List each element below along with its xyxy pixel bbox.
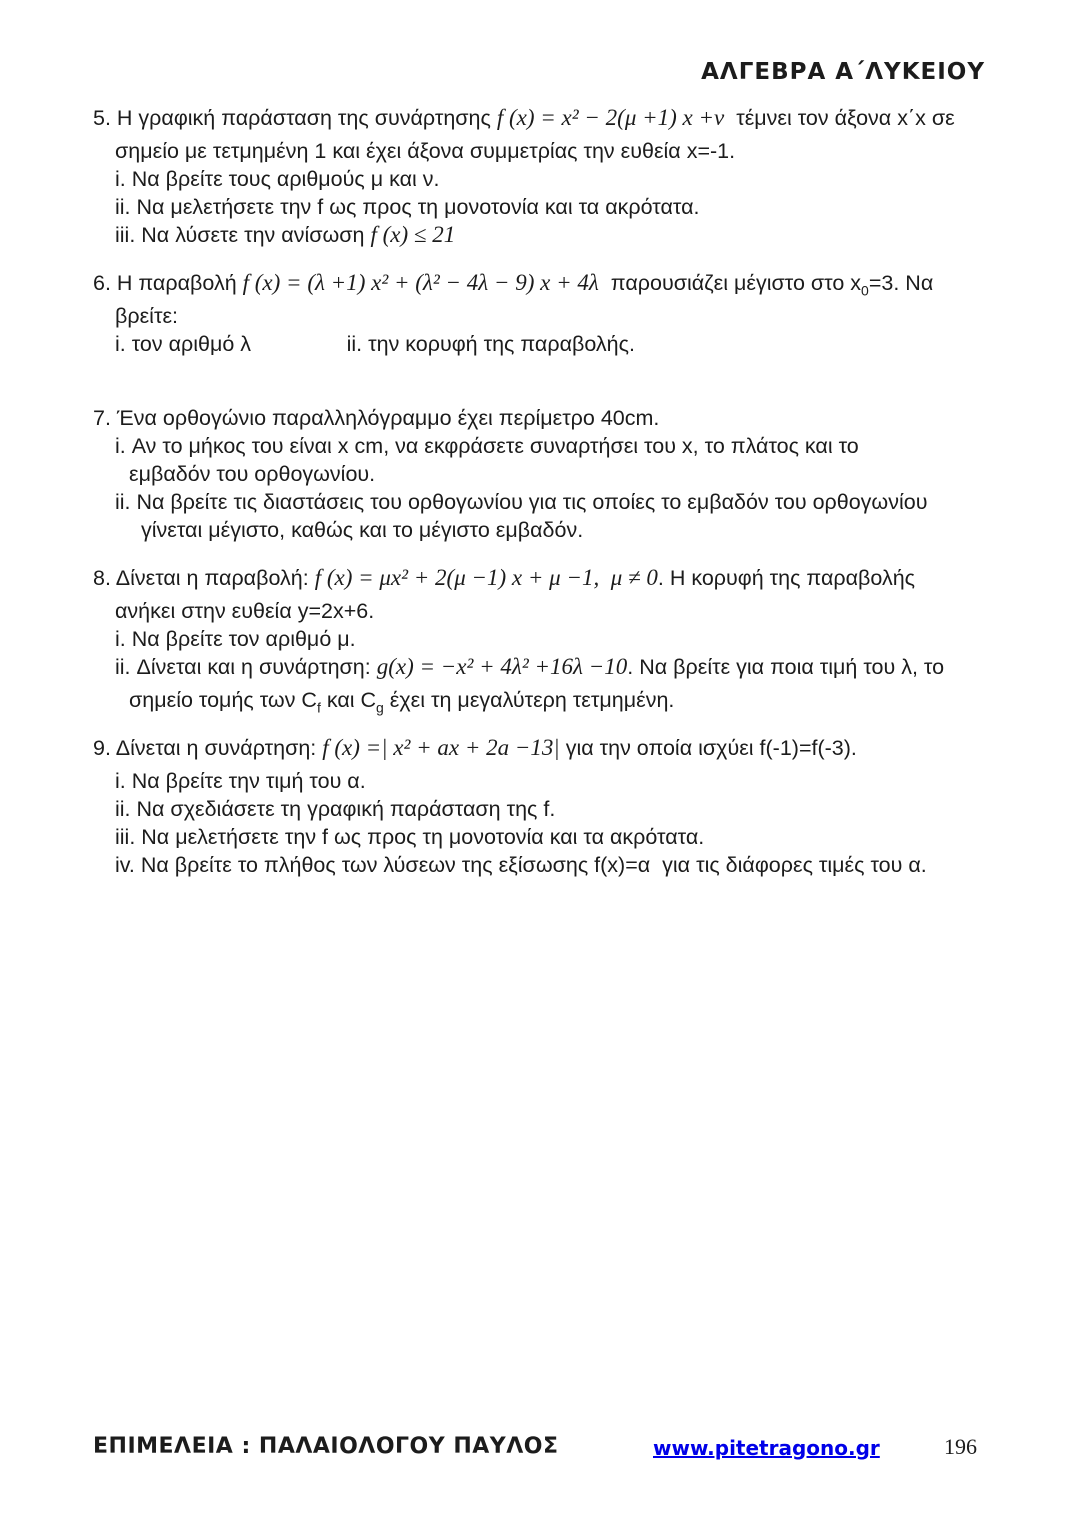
text-line	[93, 686, 985, 714]
text-line	[93, 653, 985, 681]
text-segment: γίνεται μέγιστο, καθώς και το μέγιστο εμβαδόν.	[141, 518, 584, 542]
text-segment: ανήκει στην ευθεία y=2x+6.	[115, 599, 375, 623]
text-line	[93, 767, 985, 795]
text-segment: 7. Ένα ορθογώνιο παραλληλόγραμμο έχει περίμετρο 40cm.	[93, 406, 660, 430]
text-line	[93, 823, 985, 851]
problem-9	[93, 734, 985, 879]
text-segment: iii. Να μελετήσετε την f ως προς τη μονοτονία και τα ακρότατα.	[115, 825, 705, 849]
math-expression: g(x) = −x² + 4λ² +16λ −10	[376, 654, 628, 679]
text-segment: ii. Δίνεται και η συνάρτηση:	[115, 655, 377, 679]
problem-6	[93, 269, 985, 358]
text-line	[93, 104, 985, 132]
footer-credit: ΕΠΙΜΕΛΕΙΑ : ΠΑΛΑΙΟΛΟΓΟΥ ΠΑΥΛΟΣ	[93, 1434, 559, 1459]
text-segment: παρουσιάζει μέγιστο στο x	[598, 271, 862, 295]
text-segment: 9. Δίνεται η συνάρτηση:	[93, 736, 323, 760]
text-segment: iii. Να λύσετε την ανίσωση	[115, 223, 371, 247]
text-line	[93, 625, 985, 653]
text-segment: i. Αν το μήκος του είναι x cm, να εκφράσετε συναρτήσει του x, το πλάτος και το	[115, 434, 859, 458]
text-segment: i. Να βρείτε τους αριθμούς μ και ν.	[115, 167, 440, 191]
problems	[93, 104, 985, 879]
problem-5	[93, 104, 985, 249]
text-segment: i. Να βρείτε τον αριθμό μ.	[115, 627, 356, 651]
text-segment: f	[316, 699, 321, 716]
text-line	[93, 597, 985, 625]
text-segment: 5. Η γραφική παράσταση της συνάρτησης	[93, 106, 497, 130]
text-line	[93, 193, 985, 221]
text-segment: 6. Η παραβολή	[93, 271, 243, 295]
text-line	[93, 404, 985, 432]
text-line	[93, 516, 985, 544]
text-segment: i. Να βρείτε την τιμή του α.	[115, 769, 366, 793]
text-segment: =3. Να	[868, 271, 934, 295]
text-segment: 0	[861, 282, 869, 299]
page-header-title: ΑΛΓΕΒΡΑ Α΄ΛΥΚΕΙΟΥ	[701, 59, 985, 85]
text-segment: σημείο τομής των C	[129, 688, 317, 712]
text-line	[93, 165, 985, 193]
page-footer	[93, 1434, 985, 1468]
text-line	[93, 137, 985, 165]
text-segment: βρείτε:	[115, 304, 179, 328]
text-line	[93, 302, 985, 330]
text-segment: 8. Δίνεται η παραβολή:	[93, 566, 315, 590]
text-line	[93, 564, 985, 592]
text-segment: για την οποία ισχύει f(-1)=f(-3).	[559, 736, 857, 760]
math-expression: f (x) ≤ 21	[370, 222, 456, 247]
page-number: 196	[944, 1434, 977, 1459]
text-segment: . Η κορυφή της παραβολής	[657, 566, 916, 590]
text-segment: iv. Να βρείτε το πλήθος των λύσεων της εξίσωσης f(x)=α για τις διάφορες τιμές του α.	[115, 853, 927, 877]
text-segment: ii. Να μελετήσετε την f ως προς τη μονοτονία και τα ακρότατα.	[115, 195, 700, 219]
text-line	[93, 795, 985, 823]
text-line	[93, 221, 985, 249]
text-segment: i. τον αριθμό λ ii. την κορυφή της παραβολής.	[115, 332, 635, 356]
text-segment: και C	[320, 688, 377, 712]
text-segment: ii. Να σχεδιάσετε τη γραφική παράσταση της f.	[115, 797, 556, 821]
text-line	[93, 330, 985, 358]
text-segment: ii. Να βρείτε τις διαστάσεις του ορθογωνίου για τις οποίες το εμβαδόν του ορθογωνίου	[115, 490, 928, 514]
text-line	[93, 460, 985, 488]
text-line	[93, 432, 985, 460]
text-segment: τέμνει τον άξονα x΄x σε	[724, 106, 955, 130]
text-line	[93, 488, 985, 516]
text-segment: σημείο με τετμημένη 1 και έχει άξονα συμμετρίας την ευθεία x=-1.	[115, 139, 736, 163]
problem-8	[93, 564, 985, 714]
text-line	[93, 269, 985, 297]
math-expression: f (x) = (λ +1) x² + (λ² − 4λ − 9) x + 4λ	[242, 270, 599, 295]
text-segment: g	[376, 699, 384, 716]
math-expression: f (x) = μx² + 2(μ −1) x + μ −1, μ ≠ 0	[314, 565, 658, 590]
footer-link[interactable]: www.pitetragono.gr	[653, 1436, 880, 1460]
problem-7	[93, 404, 985, 544]
text-segment: έχει τη μεγαλύτερη τετμημένη.	[383, 688, 675, 712]
text-segment: εμβαδόν του ορθογωνίου.	[129, 462, 376, 486]
math-expression: f (x) =| x² + ax + 2a −13|	[322, 735, 560, 760]
math-expression: f (x) = x² − 2(μ +1) x +ν	[496, 105, 725, 130]
text-line	[93, 734, 985, 762]
text-segment: . Να βρείτε για ποια τιμή του λ, το	[627, 655, 945, 679]
text-line	[93, 851, 985, 879]
